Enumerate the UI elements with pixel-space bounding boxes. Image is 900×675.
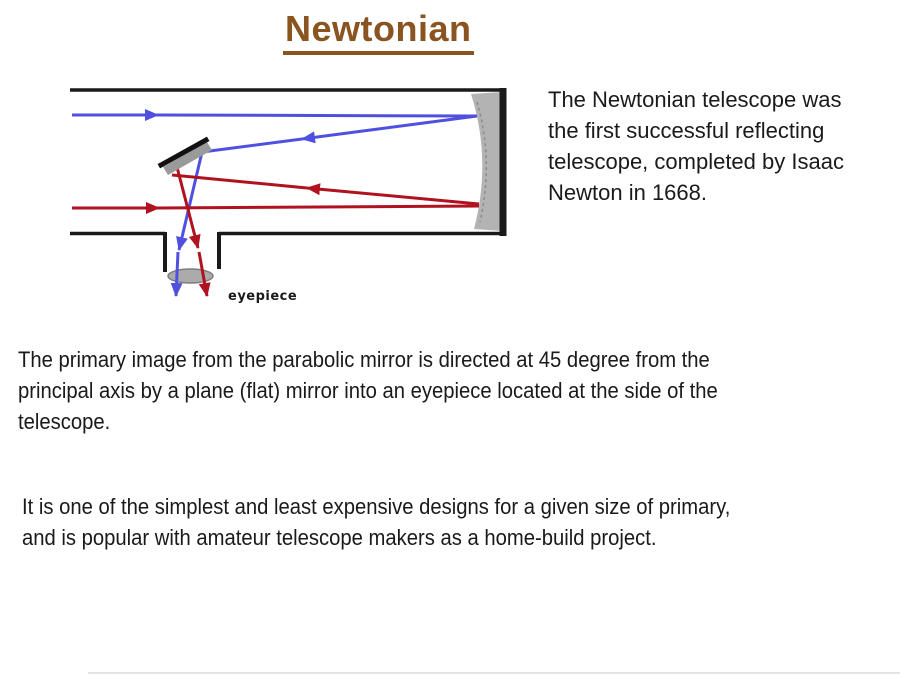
- bottom-edge-line: [88, 672, 900, 674]
- text-line: and is popular with amateur telescope makers as a home-build project.: [22, 525, 657, 550]
- slide-title: Newtonian: [283, 8, 474, 55]
- body-paragraph-1: [18, 344, 718, 437]
- text-line: telescope.: [18, 409, 111, 434]
- newtonian-telescope-diagram: [60, 80, 520, 315]
- eyepiece-lens-icon: [168, 269, 213, 283]
- text-line: Newton in 1668.: [548, 180, 707, 205]
- text-line: the first successful reflecting: [548, 118, 825, 143]
- secondary-mirror: [161, 140, 212, 175]
- text-line: It is one of the simplest and least expensive designs for a given size of primary,: [22, 494, 731, 519]
- eyepiece-label: eyepiece: [228, 289, 298, 304]
- red-light-ray: [72, 167, 479, 296]
- text-line: The primary image from the parabolic mirror is directed at 45 degree from the: [18, 347, 710, 372]
- text-line: telescope, completed by Isaac: [548, 149, 844, 174]
- text-line: principal axis by a plane (flat) mirror into an eyepiece located at the side of the: [18, 378, 718, 403]
- intro-paragraph: [548, 84, 878, 208]
- text-line: The Newtonian telescope was: [548, 87, 842, 112]
- body-paragraph-2: [22, 491, 730, 553]
